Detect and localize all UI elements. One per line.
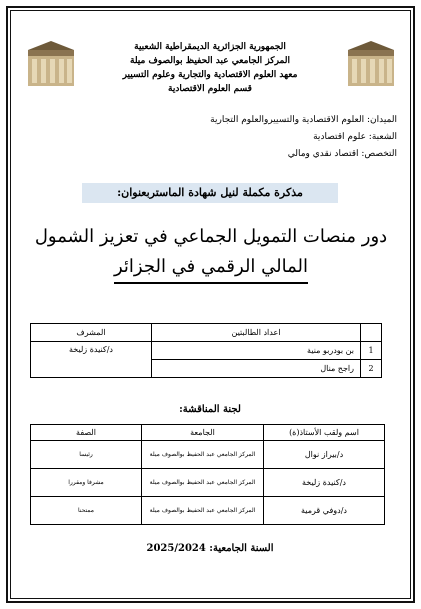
university-header: الجامعة [142, 425, 264, 441]
title-line-1: دور منصات التمويل الجماعي في تعزيز الشمول [34, 226, 388, 247]
spacer-cell [361, 324, 382, 342]
thesis-banner: مذكرة مكملة لنيل شهادة الماستربعنوان: [82, 183, 338, 203]
title-line-2: المالي الرقمي في الجزائر [114, 252, 308, 284]
name-header: اسم ولقب الأستاذ(ة) [264, 425, 385, 441]
study-meta [97, 112, 397, 163]
role-header: الصفة [31, 425, 142, 441]
university-logo-icon [346, 40, 396, 88]
students-table [30, 323, 382, 378]
member-name: د/بيراز نوال [264, 441, 385, 469]
member-university: المركز الجامعي عبد الحفيظ بوالصوف ميلة [142, 441, 264, 469]
member-role: ممتحنا [31, 497, 142, 525]
table-row [31, 469, 385, 497]
member-name: د/كنيدة زليخة [264, 469, 385, 497]
institute-name: معهد العلوم الاقتصادية والتجارية وعلوم التسيير [122, 70, 298, 80]
branch-label: الشعبة: علوم اقتصادية [313, 132, 397, 142]
member-name: د/دوفي قرمية [264, 497, 385, 525]
specialty-label: التخصص: اقتصاد نقدي ومالي [287, 149, 397, 159]
students-header: اعداد الطالبتين [152, 324, 361, 342]
table-row [31, 497, 385, 525]
republic-name: الجمهورية الجزائرية الديمقراطية الشعبية [134, 42, 286, 52]
member-university: المركز الجامعي عبد الحفيظ بوالصوف ميلة [142, 497, 264, 525]
student-name: راجح منال [152, 360, 361, 378]
department-name: قسم العلوم الاقتصادية [168, 84, 252, 94]
thesis-title [26, 222, 396, 284]
row-number: 1 [361, 342, 382, 360]
table-row [31, 441, 385, 469]
row-number: 2 [361, 360, 382, 378]
supervisor-header: المشرف [31, 324, 152, 342]
university-logo-icon [26, 40, 76, 88]
field-label: الميدان: العلوم الاقتصادية والتسييروالعلوم التجارية [210, 115, 397, 125]
member-university: المركز الجامعي عبد الحفيظ بوالصوف ميلة [142, 469, 264, 497]
academic-year: السنة الجامعية: 2025/2024 [146, 543, 274, 554]
university-name: المركز الجامعي عبد الحفيظ بوالصوف ميلة [130, 56, 290, 66]
member-role: رئيسا [31, 441, 142, 469]
supervisor-name: د/كنيدة زليخة [31, 342, 152, 378]
member-role: مشرفا ومقررا [31, 469, 142, 497]
committee-table [30, 424, 385, 525]
committee-title: لجنة المناقشة: [179, 404, 241, 415]
student-name: بن بودربو منية [152, 342, 361, 360]
institution-header [90, 40, 330, 96]
